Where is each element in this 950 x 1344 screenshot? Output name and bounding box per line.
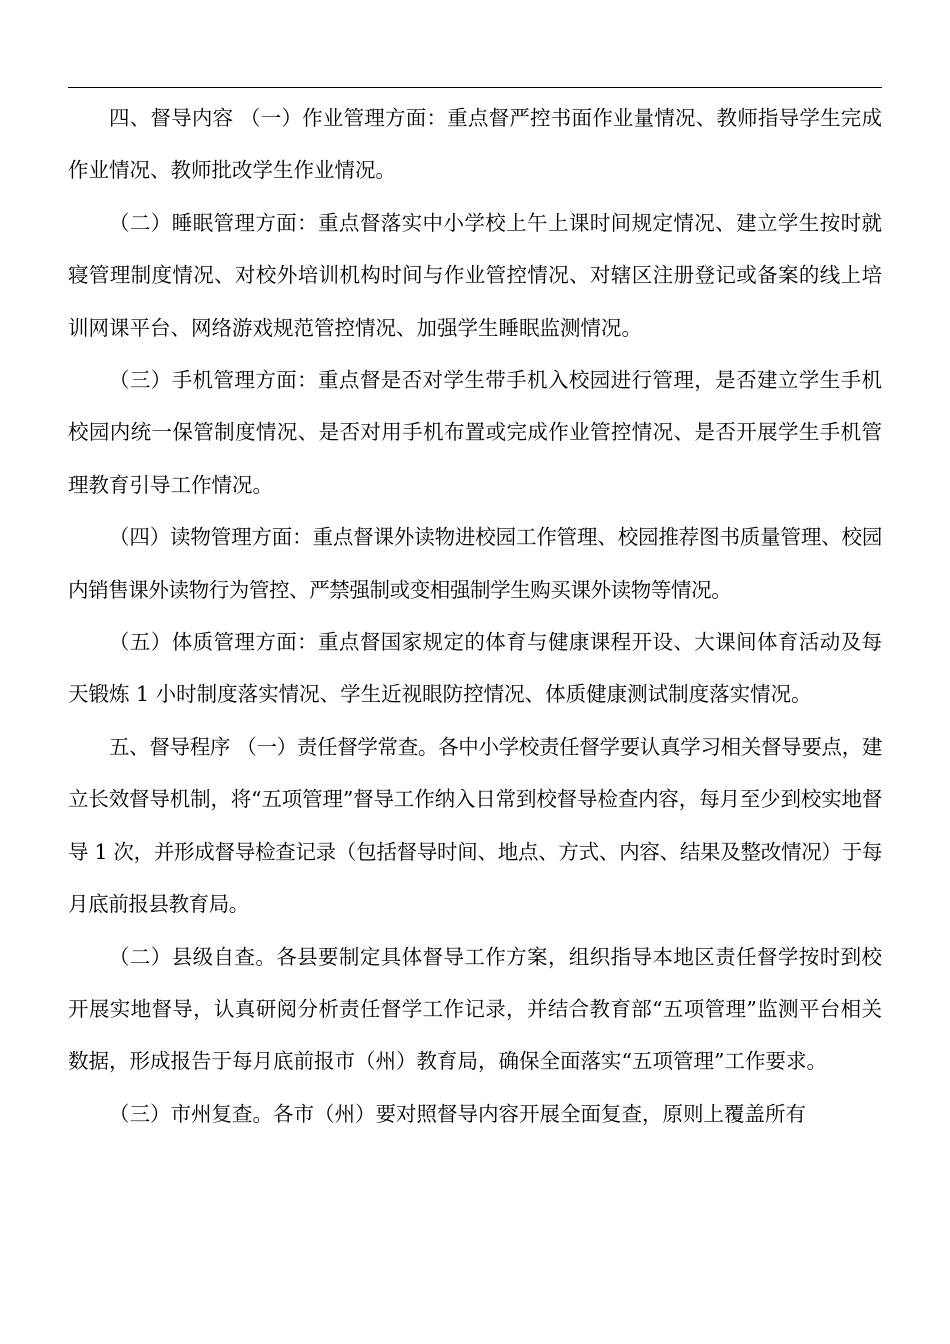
document-body — [68, 92, 882, 1140]
paragraph-phone-management: （三）手机管理方面：重点督是否对学生带手机入校园进行管理，是否建立学生手机校园内统一保管制度情况、是否对用手机布置或完成作业管控情况、是否开展学生手机管理教育引导工作情况。 — [68, 368, 882, 497]
paragraph-city-review: （三）市州复查。各市（州）要对照督导内容开展全面复查，原则上覆盖所有 — [109, 1101, 806, 1126]
paragraph-reading-management: （四）读物管理方面：重点督课外读物进校园工作管理、校园推荐图书质量管理、校园内销售课外读物行为管控、严禁强制或变相强制学生购买课外读物等情况。 — [68, 525, 882, 602]
paragraph-sleep-management: （二）睡眠管理方面：重点督落实中小学校上午上课时间规定情况、建立学生按时就寝管理制度情况、对校外培训机构时间与作业管控情况、对辖区注册登记或备案的线上培训网课平台、网络游戏规范管控情况、加强学生睡眠监测情况。 — [68, 210, 882, 340]
paragraph-inspection-content-homework: 四、督导内容 （一）作业管理方面：重点督严控书面作业量情况、教师指导学生完成作业情况、教师批改学生作业情况。 — [68, 106, 882, 183]
paragraph-county-self-check: （二）县级自查。各县要制定具体督导工作方案，组织指导本地区责任督学按时到校开展实地督导，认真研阅分析责任督学工作记录，并结合教育部“五项管理”监测平台相关数据，形成报告于每月底前报市（州）教育局，确保全面落实“五项管理”工作要求。 — [68, 944, 882, 1074]
paragraph-physical-management: （五）体质管理方面：重点督国家规定的体育与健康课程开设、大课间体育活动及每天锻炼 1 小时制度落实情况、学生近视眼防控情况、体质健康测试制度落实情况。 — [68, 630, 882, 707]
header-rule — [68, 87, 882, 88]
paragraph-inspection-procedure: 五、督导程序 （一）责任督学常查。各中小学校责任督学要认真学习相关督导要点，建立长效督导机制，将“五项管理”督导工作纳入日常到校督导检查内容，每月至少到校实地督导 1 次，并形成督导检查记录（包括督导时间、地点、方式、内容、结果及整改情况）于每月底前报县教育局。 — [68, 734, 882, 917]
